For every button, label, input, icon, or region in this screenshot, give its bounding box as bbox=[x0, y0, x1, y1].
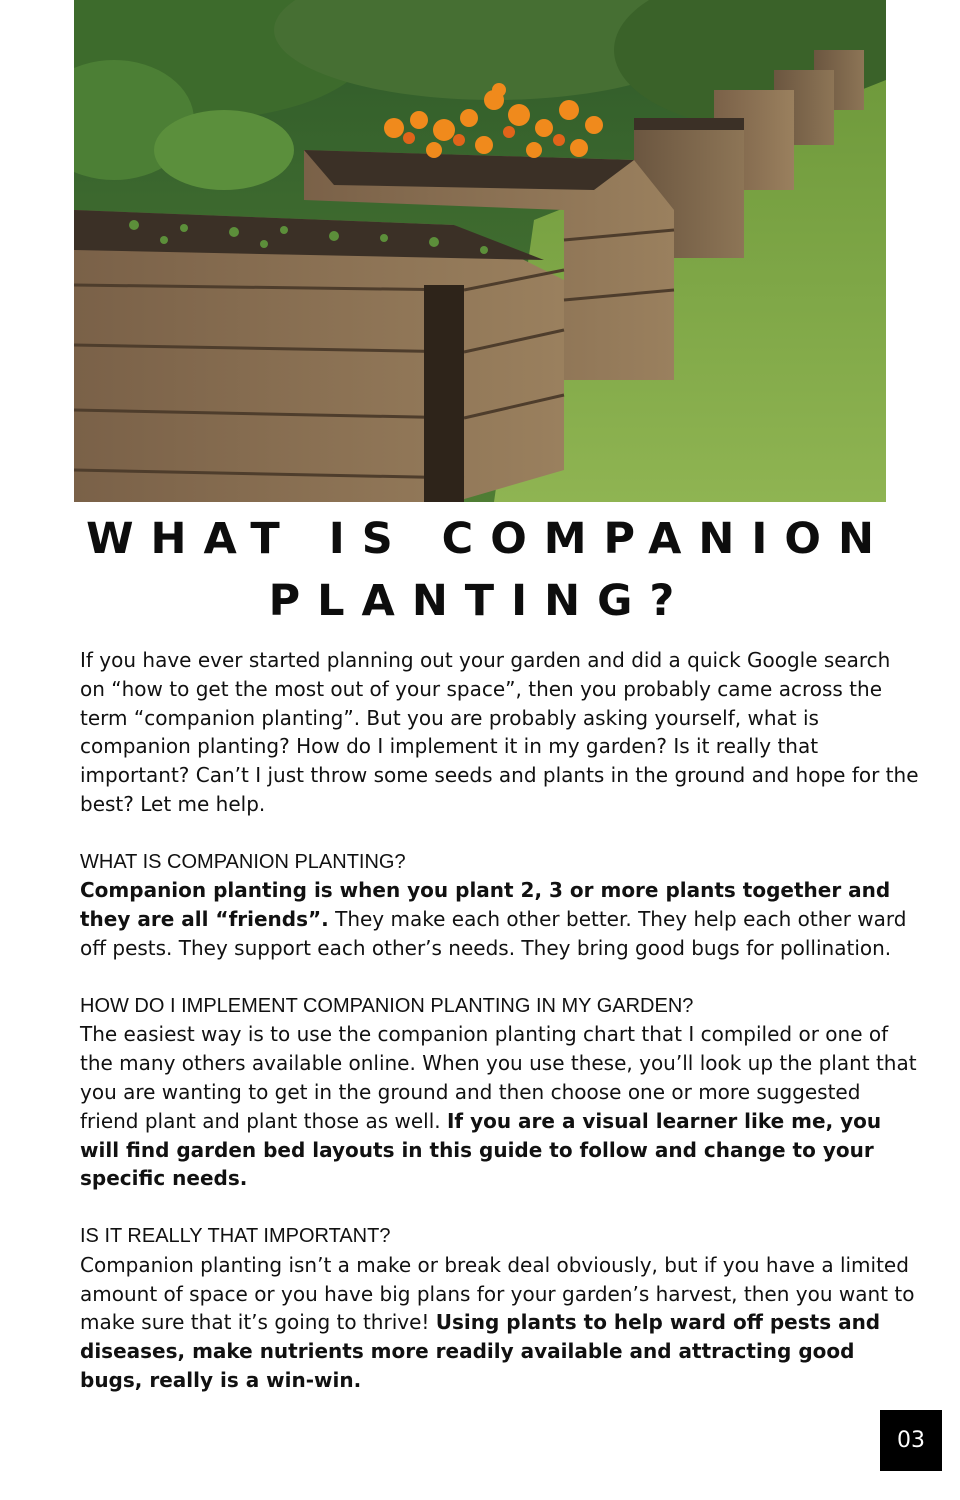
section-heading: HOW DO I IMPLEMENT COMPANION PLANTING IN MY GARDEN? bbox=[80, 994, 694, 1017]
bold-tail: Using plants to help ward off pests and diseases, make nutrients more readily available and attracting good bugs, really is a win-win. bbox=[80, 1310, 881, 1392]
section-paragraph bbox=[80, 876, 920, 962]
intro-paragraph: If you have ever started planning out your garden and did a quick Google search on “how to get the most out of your space”, then you probably came across the term “companion planting”. But you are probably asking yourself, what is companion planting? How do I implement it in my garden? Is it really that important? Can’t I just throw some seeds and plants in the ground and hope for the best? Let me help. bbox=[80, 648, 919, 816]
body-text: The easiest way is to use the companion planting chart that I compiled or one of the many others available online. When you use these, you’ll look up the plant that you are wanting to get in the ground and then choose one or more suggested friend plant and plant those as well. bbox=[80, 1022, 917, 1133]
article-body bbox=[80, 646, 920, 1395]
bold-lead: Companion planting is when you plant 2, 3 or more plants together and they are all “friends”. bbox=[80, 878, 891, 932]
body-text: They make each other better. They help each other ward off pests. They support each other’s needs. They bring good bugs for pollination. bbox=[80, 907, 907, 960]
section-heading: IS IT REALLY THAT IMPORTANT? bbox=[80, 1224, 391, 1247]
section-paragraph bbox=[80, 1251, 920, 1395]
bold-tail: If you are a visual learner like me, you will find garden bed layouts in this guide to follow and change to your specific needs. bbox=[80, 1108, 882, 1191]
title-line-1: WHAT IS COMPANION bbox=[86, 514, 891, 564]
section-heading: WHAT IS COMPANION PLANTING? bbox=[80, 850, 406, 873]
body-text: Companion planting isn’t a make or break deal obviously, but if you have a limited amount of space or you have big plans for your garden’s harvest, then you want to make sure that it’s going to thrive! bbox=[80, 1252, 915, 1335]
title-line-2: PLANTING? bbox=[268, 576, 692, 626]
garden-beds-illustration bbox=[74, 0, 886, 502]
page-title bbox=[0, 508, 960, 632]
page-number: 03 bbox=[897, 1428, 925, 1453]
page-number-badge bbox=[880, 1410, 942, 1471]
section-paragraph bbox=[80, 1020, 920, 1193]
hero-photo-raised-garden-beds bbox=[74, 0, 886, 502]
